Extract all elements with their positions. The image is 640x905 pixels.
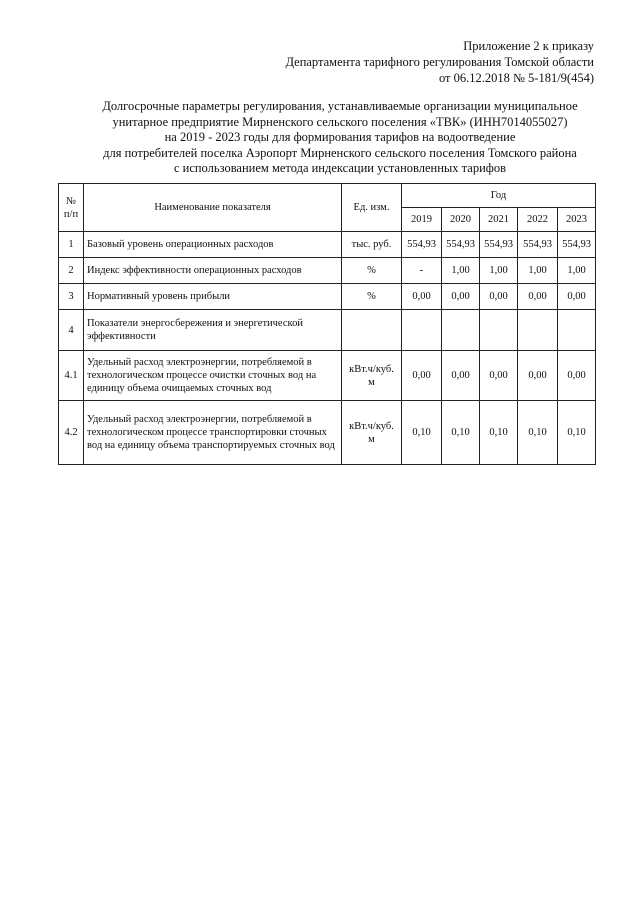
row-value: 0,00 [480, 351, 518, 401]
title-line-4: для потребителей поселка Аэропорт Мирненского сельского поселения Томского района [103, 145, 577, 160]
header-unit: Ед. изм. [342, 184, 402, 232]
table-row [59, 401, 596, 465]
row-value: 0,00 [518, 284, 558, 310]
row-value [558, 310, 596, 351]
table-row [59, 232, 596, 258]
row-value [402, 310, 442, 351]
row-name: Показатели энергосбережения и энергетической эффективности [84, 310, 342, 351]
table-row [59, 351, 596, 401]
header-year: 2020 [442, 208, 480, 232]
document-title [40, 99, 640, 177]
row-value: 554,93 [518, 232, 558, 258]
header-num: № п/п [59, 184, 84, 232]
row-value: 0,10 [518, 401, 558, 465]
row-unit: % [342, 258, 402, 284]
title-line-3: на 2019 - 2023 годы для формирования тарифов на водоотведение [164, 130, 516, 144]
row-name: Нормативный уровень прибыли [84, 284, 342, 310]
row-num: 4.2 [59, 401, 84, 465]
row-value: 1,00 [480, 258, 518, 284]
row-value [480, 310, 518, 351]
row-value [442, 310, 480, 351]
row-value: 0,00 [480, 284, 518, 310]
row-num: 4.1 [59, 351, 84, 401]
title-line-2: унитарное предприятие Мирненского сельского поселения «ТВК» (ИНН7014055027) [112, 114, 568, 129]
row-name: Индекс эффективности операционных расходов [84, 258, 342, 284]
row-unit [342, 310, 402, 351]
row-value: 1,00 [558, 258, 596, 284]
header-year: 2019 [402, 208, 442, 232]
title-line-5: с использованием метода индексации установленных тарифов [173, 161, 507, 175]
table-row [59, 284, 596, 310]
table-row [59, 258, 596, 284]
row-value: 554,93 [558, 232, 596, 258]
appendix-line-1: Приложение 2 к приказу [463, 39, 594, 53]
row-num: 3 [59, 284, 84, 310]
title-line-1: Долгосрочные параметры регулирования, устанавливаемые организации муниципальное [102, 99, 578, 113]
appendix-line-3: от 06.12.2018 № 5-181/9(454) [438, 71, 594, 85]
row-value: 0,10 [402, 401, 442, 465]
row-value: 0,00 [558, 351, 596, 401]
row-name: Удельный расход электроэнергии, потребляемой в технологическом процессе транспортировки сточных вод на единицу объема транспортируемых сточных вод [84, 401, 342, 465]
row-num: 2 [59, 258, 84, 284]
header-year: 2022 [518, 208, 558, 232]
row-unit: тыс. руб. [342, 232, 402, 258]
row-unit: кВт.ч/куб. м [342, 351, 402, 401]
header-year-group: Год [402, 184, 596, 208]
row-num: 4 [59, 310, 84, 351]
row-value: 0,10 [442, 401, 480, 465]
row-name: Базовый уровень операционных расходов [84, 232, 342, 258]
row-value: 0,10 [558, 401, 596, 465]
row-value: 0,00 [402, 351, 442, 401]
row-value: 1,00 [442, 258, 480, 284]
row-value: 554,93 [480, 232, 518, 258]
row-value: 0,00 [402, 284, 442, 310]
row-value [518, 310, 558, 351]
row-value: 554,93 [442, 232, 480, 258]
row-num: 1 [59, 232, 84, 258]
header-year: 2023 [558, 208, 596, 232]
row-value: 1,00 [518, 258, 558, 284]
parameters-table [58, 183, 596, 465]
row-name: Удельный расход электроэнергии, потребляемой в технологическом процессе очистки сточных вод на единицу объема очищаемых сточных вод [84, 351, 342, 401]
row-unit: % [342, 284, 402, 310]
row-value: - [402, 258, 442, 284]
row-value: 0,10 [480, 401, 518, 465]
table-row [59, 310, 596, 351]
row-value: 0,00 [442, 351, 480, 401]
row-unit: кВт.ч/куб. м [342, 401, 402, 465]
appendix-line-2: Департамента тарифного регулирования Томской области [285, 55, 594, 69]
appendix-header [285, 38, 594, 86]
header-year: 2021 [480, 208, 518, 232]
row-value: 0,00 [518, 351, 558, 401]
row-value: 0,00 [442, 284, 480, 310]
header-name: Наименование показателя [84, 184, 342, 232]
row-value: 554,93 [402, 232, 442, 258]
row-value: 0,00 [558, 284, 596, 310]
header-row-1 [59, 184, 596, 208]
